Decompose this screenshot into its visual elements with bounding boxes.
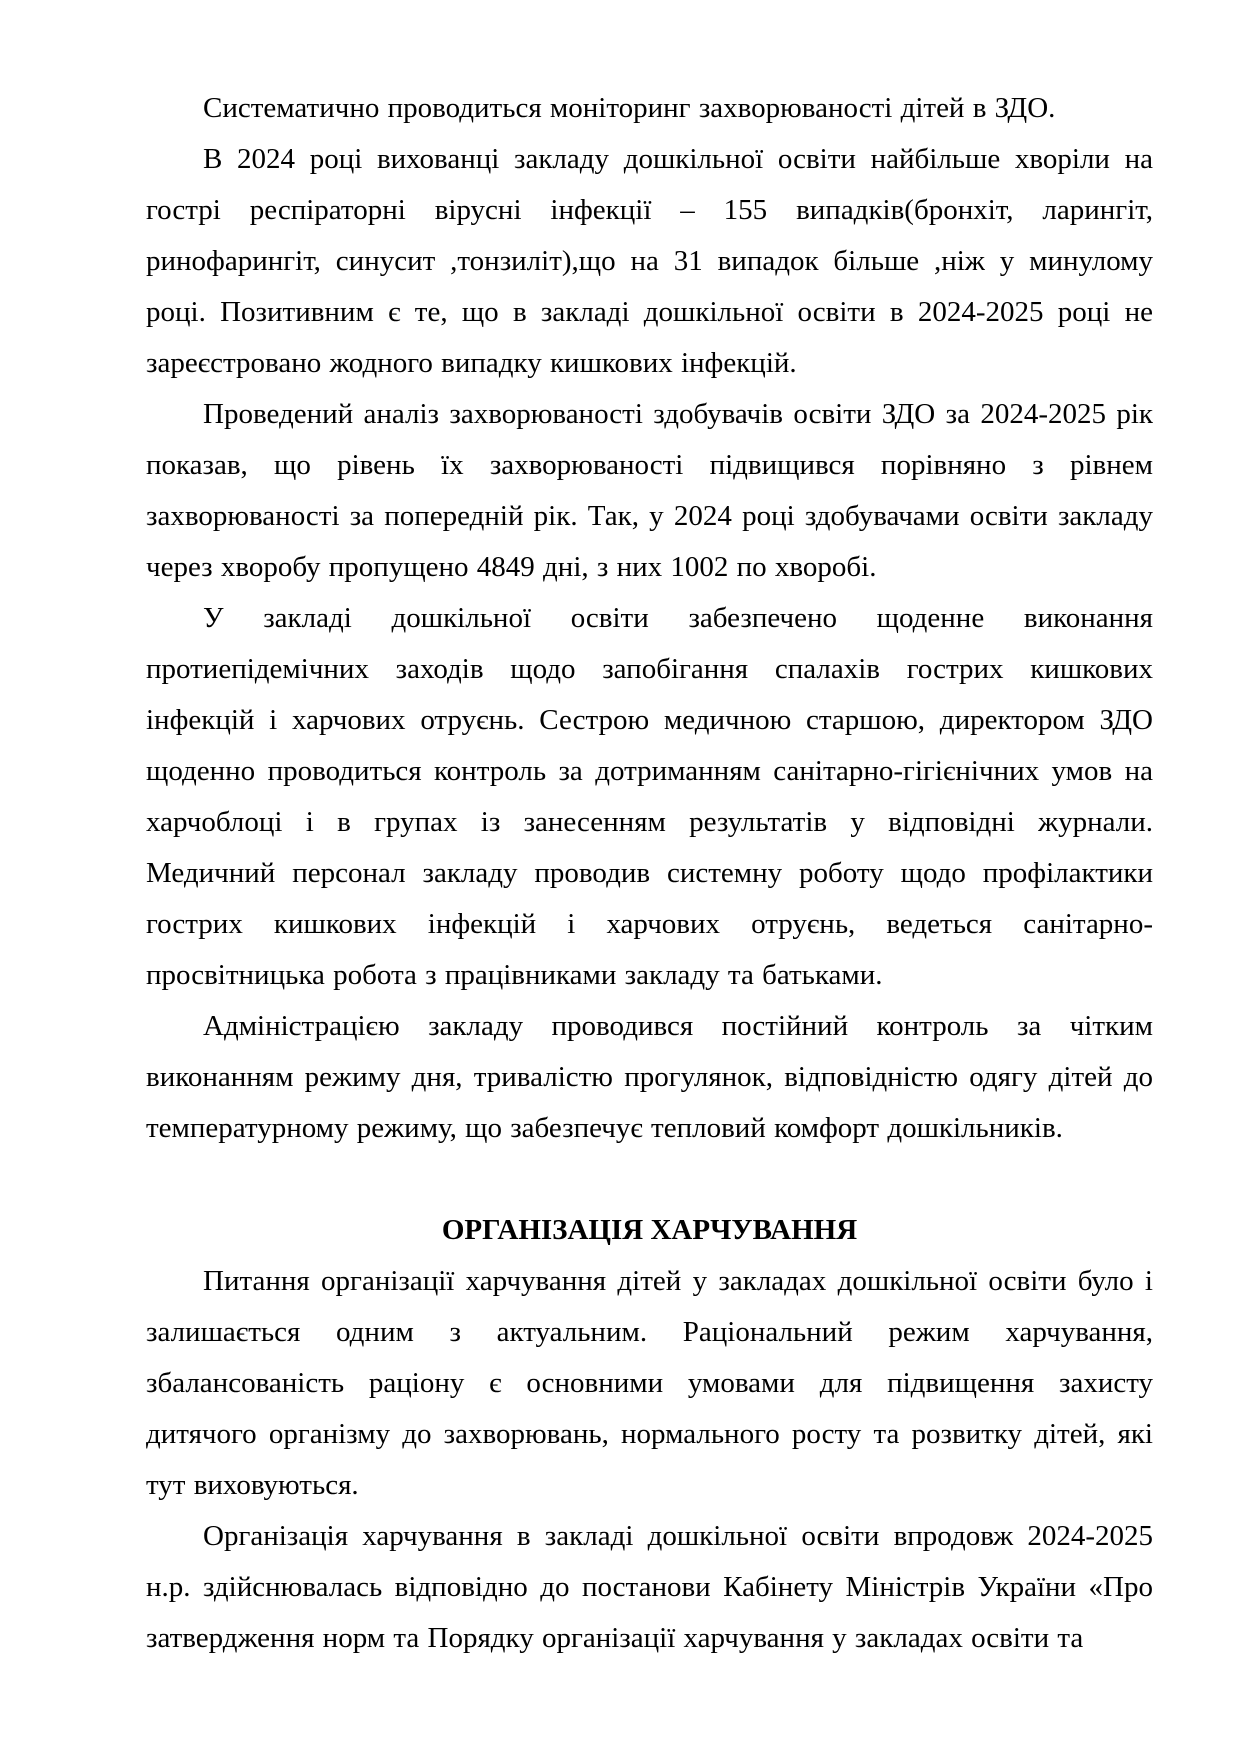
paragraph-administration-control: Адміністрацією закладу проводився постійний контроль за чітким виконанням режиму дня, тривалістю прогулянок, відповідністю одягу дітей до температурному режиму, що забезпечує тепловий комфорт дошкільників. [146,1010,1153,1144]
paragraph-monitoring: Систематично проводиться моніторинг захворюваності дітей в ЗДО. [203,92,1056,124]
paragraph-illness-analysis: Проведений аналіз захворюваності здобувачів освіти ЗДО за 2024-2025 рік показав, що рівень їх захворюваності підвищився порівняно з рівнем захворюваності за попередній рік. Так, у 2024 році здобувачами освіти закладу через хворобу пропущено 4849 дні, з них 1002 по хворобі. [146,398,1153,583]
paragraph-illness-2024: В 2024 році вихованці закладу дошкільної освіти найбільше хворіли на гострі респіраторні вірусні інфекції – 155 випадків(бронхіт, ларингіт, ринофарингіт, синусит ,тонзиліт),що на 31 випадок більше ,ніж у минулому році. Позитивним є те, що в закладі дошкільної освіти в 2024-2025 році не зареєстровано жодного випадку кишкових інфекцій. [146,143,1153,379]
paragraph-nutrition-intro: Питання організації харчування дітей у закладах дошкільної освіти було і залишається одним з актуальним. Раціональний режим харчування, збалансованість раціону є основними умовами для підвищення захисту дитячого організму до захворювань, нормального росту та розвитку дітей, які тут виховуються. [146,1265,1153,1501]
paragraph-nutrition-organization: Організація харчування в закладі дошкільної освіти впродовж 2024-2025 н.р. здійснювалась відповідно до постанови Кабінету Міністрів України «Про затвердження норм та Порядку організації харчування у закладах освіти та [146,1520,1153,1654]
paragraph-antiepidemic-measures: У закладі дошкільної освіти забезпечено щоденне виконання протиепідемічних заходів щодо запобігання спалахів гострих кишкових інфекцій і харчових отруєнь. Сестрою медичною старшою, директором ЗДО щоденно проводиться контроль за дотриманням санітарно-гігієнічних умов на харчоблоці і в групах із занесенням результатів у відповідні журнали. Медичний персонал закладу проводив системну роботу щодо профілактики гострих кишкових інфекцій і харчових отруєнь, ведеться санітарно-просвітницька робота з працівниками закладу та батьками. [146,602,1153,991]
section-heading: ОРГАНІЗАЦІЯ ХАРЧУВАННЯ [441,1214,858,1246]
document-page [146,83,1153,1664]
